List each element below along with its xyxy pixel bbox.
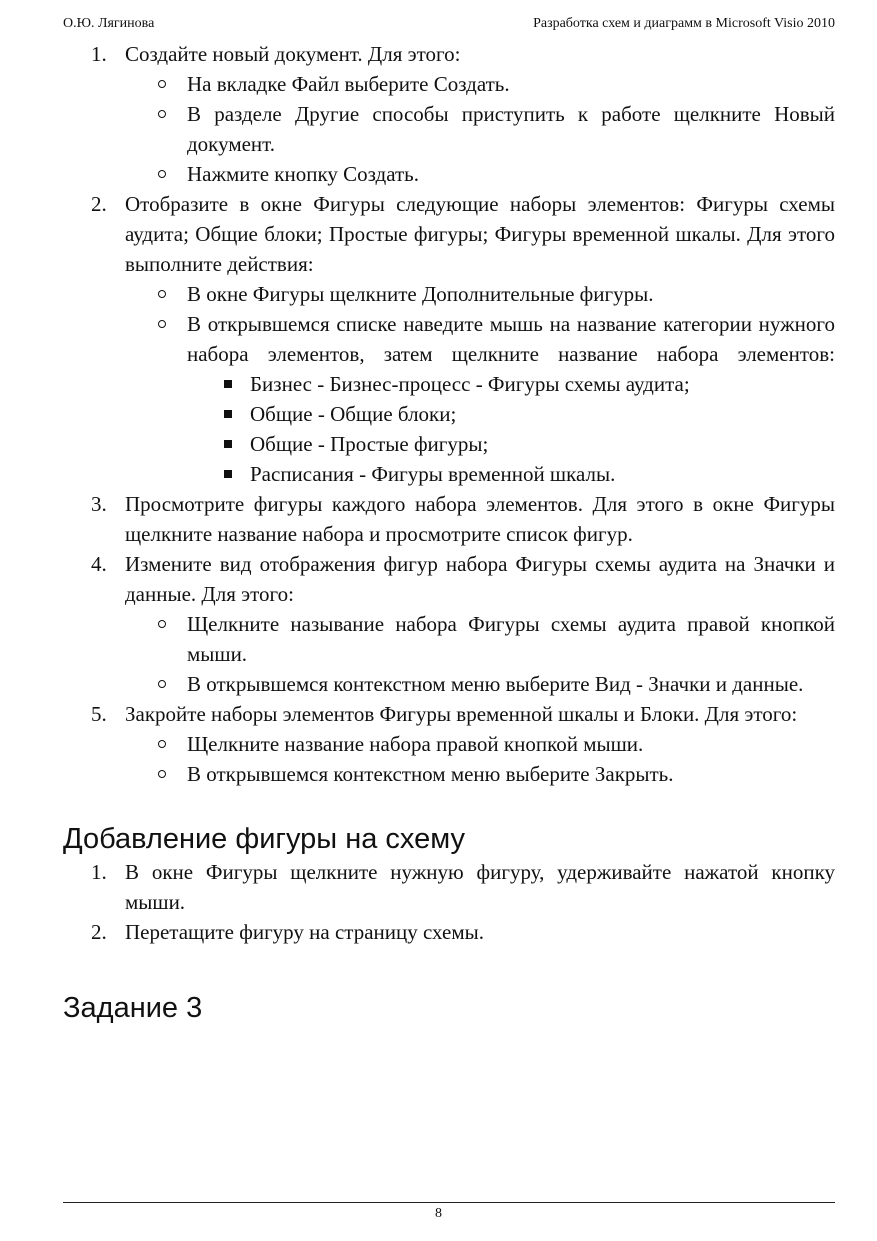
substep: Щелкните называние набора Фигуры схемы аудита правой кнопкой мыши. xyxy=(125,609,835,669)
category-item: Расписания - Фигуры временной шкалы. xyxy=(187,459,835,489)
step-text: Создайте новый документ. Для этого: xyxy=(125,42,461,66)
step-text: Отобразите в окне Фигуры следующие наборы элементов: Фигуры схемы аудита; Общие блоки; Простые фигуры; Фигуры временной шкалы. Для этого выполните действия: xyxy=(125,192,835,276)
step-number: 1. xyxy=(91,860,107,884)
step-number: 5. xyxy=(91,702,107,726)
add-step-2 xyxy=(63,917,835,947)
section-heading-add-shape: Добавление фигуры на схему xyxy=(63,823,465,855)
category-list xyxy=(187,369,835,489)
step-2 xyxy=(63,189,835,489)
steps-list xyxy=(63,39,835,789)
substep-text: В открывшемся списке наведите мышь на название категории нужного набора элементов, затем щелкните название набора элементов: xyxy=(187,312,835,366)
step-text: В окне Фигуры щелкните нужную фигуру, удерживайте нажатой кнопку мыши. xyxy=(125,860,835,914)
page-number: 8 xyxy=(435,1206,442,1221)
step-text: Перетащите фигуру на страницу схемы. xyxy=(125,920,484,944)
step-number: 3. xyxy=(91,492,107,516)
step-4 xyxy=(63,549,835,699)
step-text: Просмотрите фигуры каждого набора элементов. Для этого в окне Фигуры щелкните название набора и просмотрите список фигур. xyxy=(125,492,835,546)
header-author: О.Ю. Лягинова xyxy=(63,16,155,31)
substep: Нажмите кнопку Создать. xyxy=(125,159,835,189)
add-shape-steps-list xyxy=(63,857,835,947)
footer-divider xyxy=(63,1202,835,1203)
step-number: 2. xyxy=(91,920,107,944)
substep: На вкладке Файл выберите Создать. xyxy=(125,69,835,99)
substep xyxy=(125,309,835,489)
header-course-title: Разработка схем и диаграмм в Microsoft Visio 2010 xyxy=(533,16,835,31)
step-number: 2. xyxy=(91,192,107,216)
step-1 xyxy=(63,39,835,189)
substeps-list xyxy=(125,609,835,699)
category-item: Бизнес - Бизнес-процесс - Фигуры схемы аудита; xyxy=(187,369,835,399)
step-number: 4. xyxy=(91,552,107,576)
category-item: Общие - Простые фигуры; xyxy=(187,429,835,459)
substeps-list xyxy=(125,729,835,789)
step-text: Закройте наборы элементов Фигуры временной шкалы и Блоки. Для этого: xyxy=(125,702,798,726)
step-3 xyxy=(63,489,835,549)
category-item: Общие - Общие блоки; xyxy=(187,399,835,429)
substep: В открывшемся контекстном меню выберите Закрыть. xyxy=(125,759,835,789)
step-5 xyxy=(63,699,835,789)
substep: В открывшемся контекстном меню выберите Вид - Значки и данные. xyxy=(125,669,835,699)
step-text: Измените вид отображения фигур набора Фигуры схемы аудита на Значки и данные. Для этого: xyxy=(125,552,835,606)
substep: В разделе Другие способы приступить к работе щелкните Новый документ. xyxy=(125,99,835,159)
section-heading-task-3: Задание 3 xyxy=(63,992,203,1024)
substep: В окне Фигуры щелкните Дополнительные фигуры. xyxy=(125,279,835,309)
substeps-list xyxy=(125,279,835,489)
page-content xyxy=(63,39,835,1026)
step-number: 1. xyxy=(91,42,107,66)
substep: Щелкните название набора правой кнопкой мыши. xyxy=(125,729,835,759)
add-step-1 xyxy=(63,857,835,917)
substeps-list xyxy=(125,69,835,189)
